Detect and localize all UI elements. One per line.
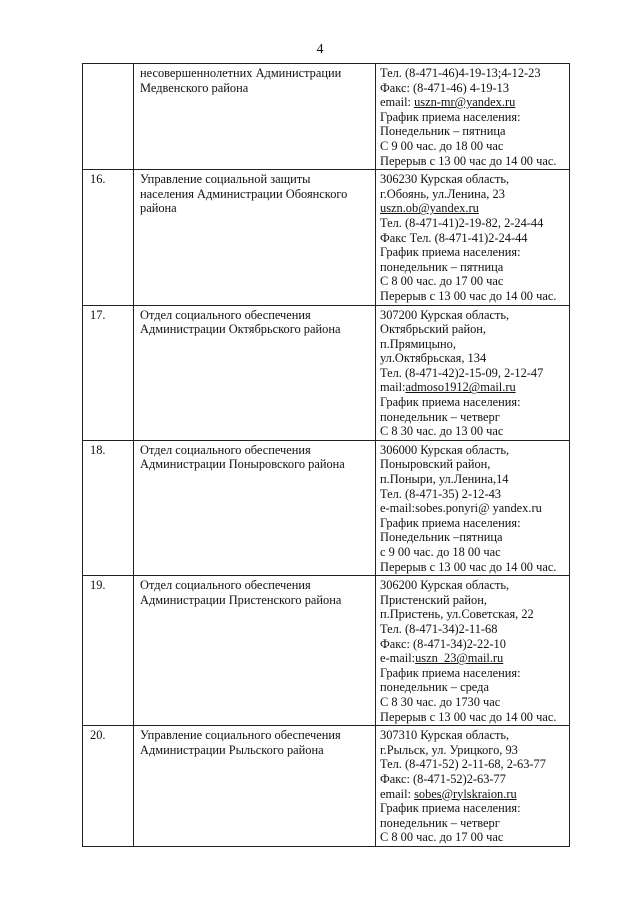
contact-line: Понедельник –пятница bbox=[380, 530, 503, 545]
contact-email-line: email: sobes@rylskraion.ru bbox=[380, 786, 517, 801]
contact-line: 306200 Курская область, bbox=[380, 578, 510, 593]
contact-line: 306230 Курская область, bbox=[380, 172, 510, 187]
contact-email-line bbox=[380, 201, 566, 216]
contact-line: 306000 Курская область, bbox=[380, 442, 510, 457]
contact-email-line: e-mail:uszn_23@mail.ru bbox=[380, 651, 504, 666]
contact-line: Тел. (8-471-52) 2-11-68, 2-63-77 bbox=[380, 757, 546, 772]
contact-line: Факс: (8-471-46) 4-19-13 bbox=[380, 80, 510, 95]
contact-line: Понедельник – пятница bbox=[380, 124, 506, 139]
contact-line: Октябрьский район, bbox=[380, 322, 487, 337]
contact-line: e-mail:sobes.ponyri@ yandex.ru bbox=[380, 501, 542, 516]
contact-details bbox=[376, 440, 570, 575]
row-number: 19. bbox=[83, 576, 134, 726]
row-number: 16. bbox=[83, 170, 134, 305]
contact-line: 307310 Курская область, bbox=[380, 728, 510, 743]
contact-line: понедельник – четверг bbox=[380, 409, 500, 424]
contact-line: п.Поныри, ул.Ленина,14 bbox=[380, 472, 509, 487]
contact-line: Пристенский район, bbox=[380, 592, 487, 607]
contact-line: График приема населения: bbox=[380, 109, 521, 124]
contact-line: Перерыв с 13 00 час до 14 00 час. bbox=[380, 288, 557, 303]
table-row bbox=[83, 440, 570, 575]
contact-line: Тел. (8-471-35) 2-12-43 bbox=[380, 486, 501, 501]
contact-line: Поныровский район, bbox=[380, 457, 491, 472]
contact-email-line: email: uszn-mr@yandex.ru bbox=[380, 95, 516, 110]
contact-line: Факс: (8-471-34)2-22-10 bbox=[380, 636, 506, 651]
contact-line: Тел. (8-471-34)2-11-68 bbox=[380, 621, 498, 636]
contact-line: понедельник – среда bbox=[380, 680, 489, 695]
contact-line: График приема населения: bbox=[380, 245, 521, 260]
contact-line: Факс: (8-471-52)2-63-77 bbox=[380, 771, 506, 786]
contact-line: График приема населения: bbox=[380, 515, 521, 530]
row-number: 20. bbox=[83, 726, 134, 847]
contact-line: п.Прямицыно, bbox=[380, 336, 456, 351]
contact-line: ул.Октябрьская, 134 bbox=[380, 351, 487, 366]
contact-line: График приема населения: bbox=[380, 395, 521, 410]
organization-name: Управление социального обеспечения Администрации Рыльского района bbox=[134, 726, 376, 847]
contact-line: понедельник – четверг bbox=[380, 815, 500, 830]
contact-line: График приема населения: bbox=[380, 665, 521, 680]
organization-name: несовершеннолетних Администрации Медвенского района bbox=[134, 64, 376, 170]
contact-details bbox=[376, 576, 570, 726]
table-row bbox=[83, 64, 570, 170]
table-row bbox=[83, 726, 570, 847]
contact-line: С 9 00 час. до 18 00 час bbox=[380, 138, 504, 153]
email-link[interactable]: uszn_23@mail.ru bbox=[415, 651, 504, 666]
contact-details bbox=[376, 64, 570, 170]
contact-line: Тел. (8-471-46)4-19-13;4-12-23 bbox=[380, 66, 541, 80]
table-row bbox=[83, 170, 570, 305]
contact-line: г.Обоянь, ул.Ленина, 23 bbox=[380, 186, 505, 201]
contact-line: с 9 00 час. до 18 00 час bbox=[380, 545, 501, 559]
contact-line: С 8 00 час. до 17 00 час bbox=[380, 830, 504, 845]
contact-line: 307200 Курская область, bbox=[380, 307, 510, 322]
contact-line: Тел. (8-471-42)2-15-09, 2-12-47 bbox=[380, 365, 544, 380]
contact-line: График приема населения: bbox=[380, 801, 521, 816]
row-number: 18. bbox=[83, 440, 134, 575]
contact-line: Перерыв с 13 00 час до 14 00 час. bbox=[380, 153, 557, 168]
contact-line: С 8 00 час. до 17 00 час bbox=[380, 274, 504, 289]
contact-line: Факс Тел. (8-471-41)2-24-44 bbox=[380, 230, 528, 245]
email-link[interactable]: uszn.ob@yandex.ru bbox=[380, 201, 479, 216]
offices-table bbox=[82, 63, 570, 847]
page-number: 4 bbox=[316, 42, 324, 57]
table-row bbox=[83, 576, 570, 726]
contact-line: п.Пристень, ул.Советская, 22 bbox=[380, 607, 534, 622]
organization-name: Управление социальной защиты населения Администрации Обоянского района bbox=[134, 170, 376, 305]
organization-name: Отдел социального обеспечения Администрации Поныровского района bbox=[134, 440, 376, 575]
table-row bbox=[83, 305, 570, 440]
contact-details bbox=[376, 170, 570, 305]
email-link[interactable]: sobes@rylskraion.ru bbox=[414, 786, 517, 801]
contact-line: С 8 30 час. до 13 00 час bbox=[380, 424, 504, 439]
row-number: 17. bbox=[83, 305, 134, 440]
row-number bbox=[83, 64, 134, 170]
contact-line: г.Рыльск, ул. Урицкого, 93 bbox=[380, 742, 518, 757]
contact-email-line: mail:admoso1912@mail.ru bbox=[380, 380, 516, 395]
contact-line: Перерыв с 13 00 час до 14 00 час. bbox=[380, 559, 557, 574]
email-link[interactable]: uszn-mr@yandex.ru bbox=[414, 95, 516, 110]
organization-name: Отдел социального обеспечения Администрации Пристенского района bbox=[134, 576, 376, 726]
contact-details bbox=[376, 726, 570, 847]
organization-name: Отдел социального обеспечения Администрации Октябрьского района bbox=[134, 305, 376, 440]
contact-line: Перерыв с 13 00 час до 14 00 час. bbox=[380, 709, 557, 724]
contact-details bbox=[376, 305, 570, 440]
contact-line: Тел. (8-471-41)2-19-82, 2-24-44 bbox=[380, 215, 544, 230]
contact-line: понедельник – пятница bbox=[380, 259, 504, 274]
email-link[interactable]: admoso1912@mail.ru bbox=[405, 380, 516, 395]
offices-table-body bbox=[83, 64, 570, 847]
contact-line: С 8 30 час. до 1730 час bbox=[380, 694, 501, 709]
